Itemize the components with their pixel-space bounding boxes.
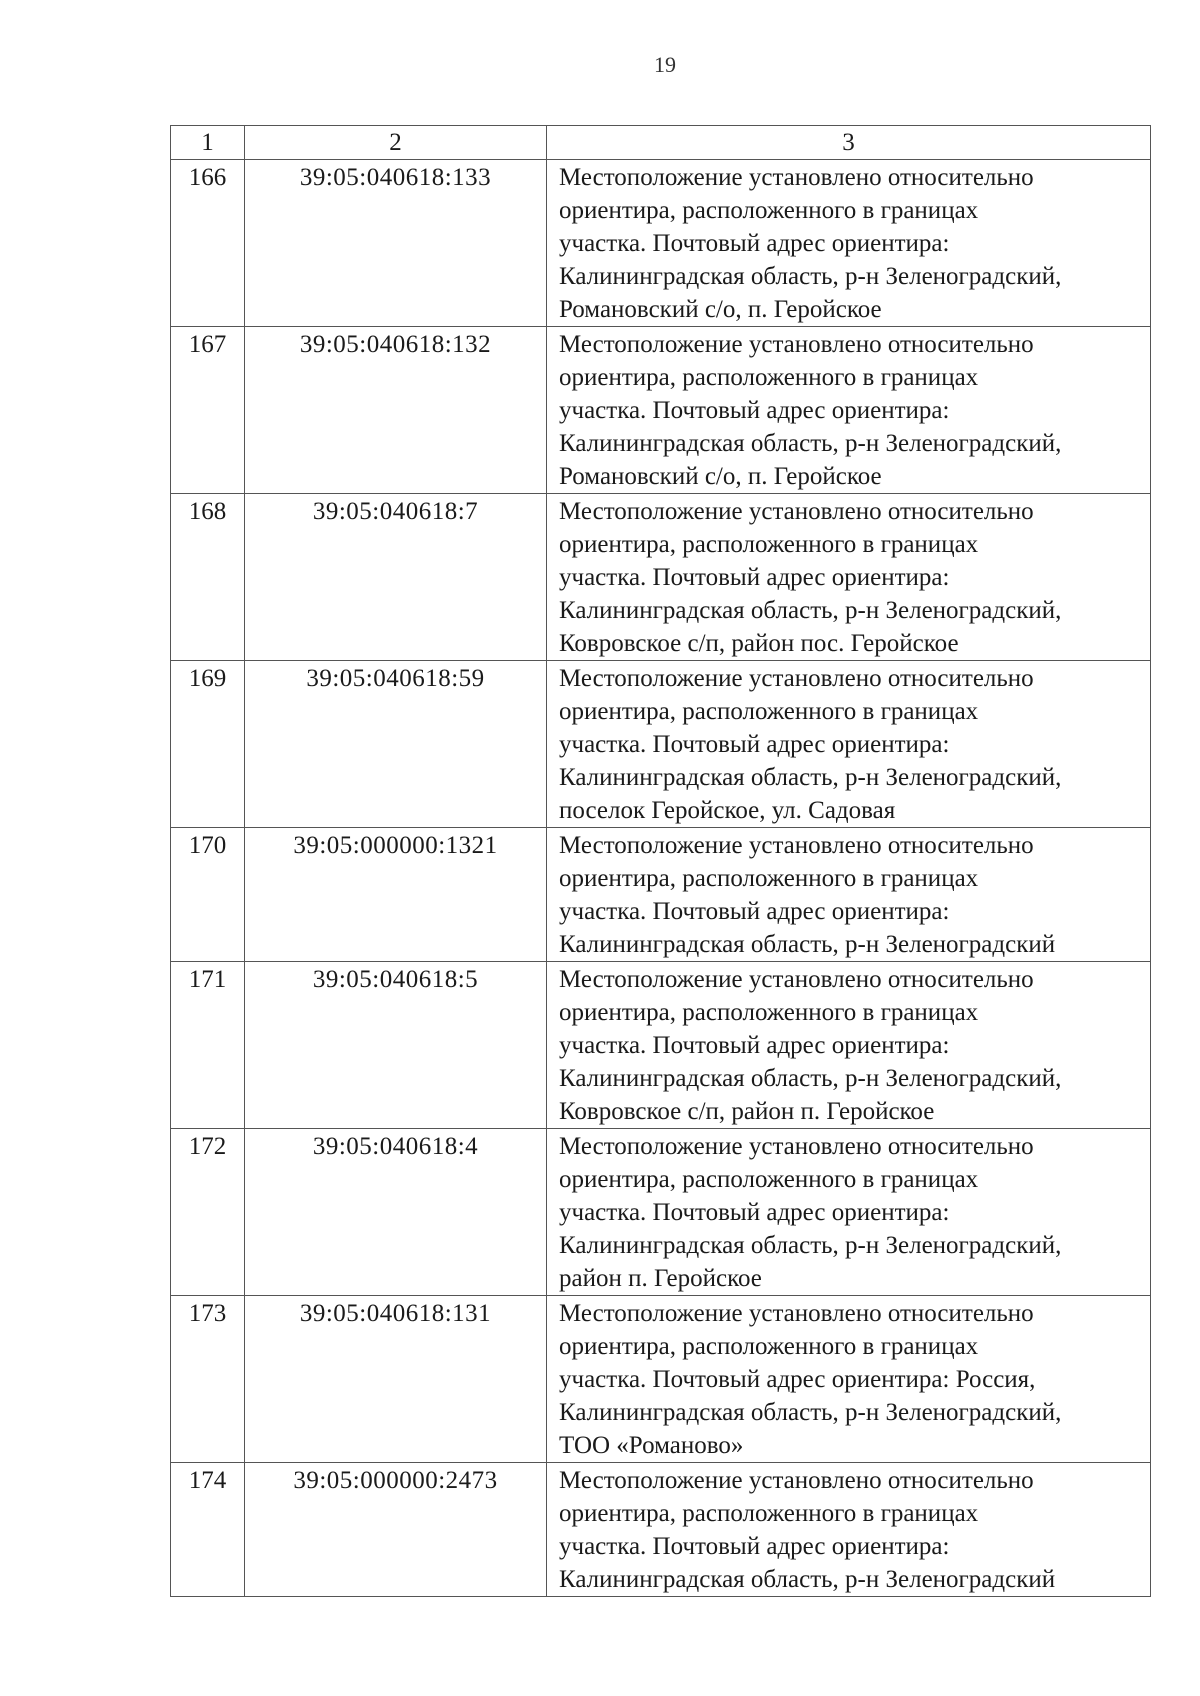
- location-description: [547, 160, 1151, 327]
- location-description-line: ориентира, расположенного в границах: [559, 364, 979, 391]
- location-description-line: участка. Почтовый адрес ориентира:: [559, 1533, 950, 1560]
- cadastral-number: 39:05:040618:5: [245, 962, 547, 1129]
- page-number: 19: [654, 52, 676, 77]
- location-description-line: поселок Геройское, ул. Садовая: [559, 797, 896, 824]
- row-number: 171: [171, 962, 245, 1129]
- location-description-line: ориентира, расположенного в границах: [559, 1166, 979, 1193]
- location-description: [547, 962, 1151, 1129]
- location-description-line: Местоположение установлено относительно: [559, 1133, 1034, 1160]
- location-description-line: Романовский с/о, п. Геройское: [559, 463, 882, 490]
- cadastral-number: 39:05:040618:7: [245, 494, 547, 661]
- location-description-line: ориентира, расположенного в границах: [559, 1333, 979, 1360]
- cadastral-number: 39:05:040618:133: [245, 160, 547, 327]
- location-description-line: Местоположение установлено относительно: [559, 1300, 1034, 1327]
- location-description-line: Калининградская область, р-н Зеленоградский: [559, 931, 1056, 958]
- location-description-line: Калининградская область, р-н Зеленоградский,: [559, 597, 1062, 624]
- cadastral-number: 39:05:040618:131: [245, 1296, 547, 1463]
- row-number: 172: [171, 1129, 245, 1296]
- location-description-line: Ковровское с/п, район пос. Геройское: [559, 630, 959, 657]
- header-column-location: 3: [547, 126, 1151, 160]
- location-description: [547, 1296, 1151, 1463]
- table-body: [171, 160, 1151, 1597]
- location-description-line: участка. Почтовый адрес ориентира:: [559, 1032, 950, 1059]
- location-description: [547, 661, 1151, 828]
- header-column-cadastral: 2: [245, 126, 547, 160]
- table-row: [171, 1129, 1151, 1296]
- table-row: [171, 160, 1151, 327]
- location-description-line: ориентира, расположенного в границах: [559, 698, 979, 725]
- row-number: 174: [171, 1463, 245, 1597]
- location-description-line: участка. Почтовый адрес ориентира:: [559, 564, 950, 591]
- location-description-line: Калининградская область, р-н Зеленоградский,: [559, 263, 1062, 290]
- row-number: 173: [171, 1296, 245, 1463]
- location-description-line: район п. Геройское: [559, 1265, 762, 1292]
- location-description-line: участка. Почтовый адрес ориентира:: [559, 1199, 950, 1226]
- location-description-line: Местоположение установлено относительно: [559, 665, 1034, 692]
- table-row: [171, 962, 1151, 1129]
- location-description-line: участка. Почтовый адрес ориентира:: [559, 397, 950, 424]
- location-description-line: ориентира, расположенного в границах: [559, 197, 979, 224]
- location-description-line: Ковровское с/п, район п. Геройское: [559, 1098, 935, 1125]
- location-description-line: участка. Почтовый адрес ориентира:: [559, 898, 950, 925]
- location-description-line: участка. Почтовый адрес ориентира:: [559, 230, 950, 257]
- table-header-row: [171, 126, 1151, 160]
- location-description-line: Местоположение установлено относительно: [559, 832, 1034, 859]
- land-plot-table: [170, 125, 1151, 1597]
- location-description-line: ТОО «Романово»: [559, 1432, 744, 1459]
- location-description-line: Калининградская область, р-н Зеленоградский,: [559, 1399, 1062, 1426]
- row-number: 170: [171, 828, 245, 962]
- location-description-line: участка. Почтовый адрес ориентира: Россия,: [559, 1366, 1036, 1393]
- cadastral-number: 39:05:000000:1321: [245, 828, 547, 962]
- row-number: 168: [171, 494, 245, 661]
- location-description-line: ориентира, расположенного в границах: [559, 865, 979, 892]
- location-description-line: Калининградская область, р-н Зеленоградский: [559, 1566, 1056, 1593]
- location-description-line: участка. Почтовый адрес ориентира:: [559, 731, 950, 758]
- row-number: 167: [171, 327, 245, 494]
- location-description: [547, 1129, 1151, 1296]
- location-description-line: ориентира, расположенного в границах: [559, 1500, 979, 1527]
- location-description-line: Местоположение установлено относительно: [559, 164, 1034, 191]
- location-description: [547, 327, 1151, 494]
- location-description-line: Местоположение установлено относительно: [559, 498, 1034, 525]
- location-description: [547, 828, 1151, 962]
- location-description: [547, 494, 1151, 661]
- table-row: [171, 661, 1151, 828]
- location-description-line: Калининградская область, р-н Зеленоградский,: [559, 764, 1062, 791]
- location-description-line: Калининградская область, р-н Зеленоградский,: [559, 1232, 1062, 1259]
- cadastral-number: 39:05:040618:132: [245, 327, 547, 494]
- row-number: 169: [171, 661, 245, 828]
- location-description-line: Романовский с/о, п. Геройское: [559, 296, 882, 323]
- cadastral-number: 39:05:040618:4: [245, 1129, 547, 1296]
- location-description-line: ориентира, расположенного в границах: [559, 531, 979, 558]
- location-description-line: Калининградская область, р-н Зеленоградский,: [559, 430, 1062, 457]
- table-row: [171, 1296, 1151, 1463]
- row-number: 166: [171, 160, 245, 327]
- location-description-line: ориентира, расположенного в границах: [559, 999, 979, 1026]
- table-row: [171, 828, 1151, 962]
- table-row: [171, 494, 1151, 661]
- cadastral-number: 39:05:000000:2473: [245, 1463, 547, 1597]
- table-row: [171, 327, 1151, 494]
- location-description-line: Местоположение установлено относительно: [559, 966, 1034, 993]
- location-description-line: Местоположение установлено относительно: [559, 331, 1034, 358]
- cadastral-number: 39:05:040618:59: [245, 661, 547, 828]
- location-description-line: Местоположение установлено относительно: [559, 1467, 1034, 1494]
- table-row: [171, 1463, 1151, 1597]
- location-description-line: Калининградская область, р-н Зеленоградский,: [559, 1065, 1062, 1092]
- header-column-number: 1: [171, 126, 245, 160]
- location-description: [547, 1463, 1151, 1597]
